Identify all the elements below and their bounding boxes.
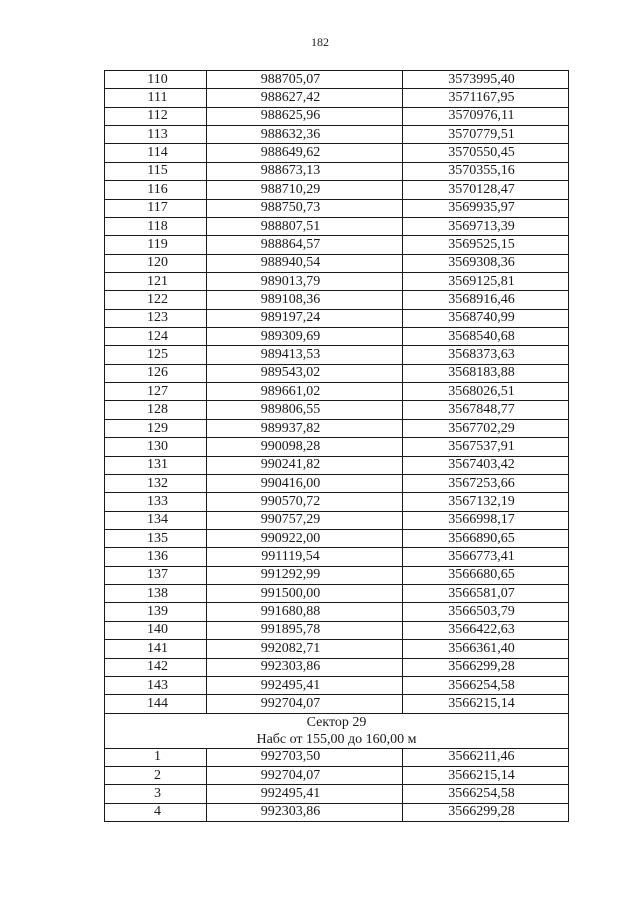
y-coordinate-cell: 3569125,81 bbox=[403, 272, 569, 290]
x-coordinate-cell: 988649,62 bbox=[207, 144, 403, 162]
y-coordinate-cell: 3568540,68 bbox=[403, 328, 569, 346]
sector-coordinates-body bbox=[105, 748, 569, 821]
y-coordinate-cell: 3570779,51 bbox=[403, 126, 569, 144]
table-row bbox=[105, 438, 569, 456]
y-coordinate-cell: 3566254,58 bbox=[403, 785, 569, 803]
x-coordinate-cell: 991500,00 bbox=[207, 585, 403, 603]
point-number-cell: 138 bbox=[105, 585, 207, 603]
y-coordinate-cell: 3567253,66 bbox=[403, 474, 569, 492]
table-row bbox=[105, 71, 569, 89]
table-row bbox=[105, 548, 569, 566]
table-row bbox=[105, 144, 569, 162]
y-coordinate-cell: 3567702,29 bbox=[403, 419, 569, 437]
x-coordinate-cell: 988750,73 bbox=[207, 199, 403, 217]
y-coordinate-cell: 3566422,63 bbox=[403, 621, 569, 639]
coordinates-table bbox=[104, 70, 569, 822]
point-number-cell: 126 bbox=[105, 364, 207, 382]
point-number-cell: 127 bbox=[105, 383, 207, 401]
point-number-cell: 136 bbox=[105, 548, 207, 566]
table-row bbox=[105, 803, 569, 821]
page-number: 182 bbox=[311, 35, 329, 49]
x-coordinate-cell: 988807,51 bbox=[207, 217, 403, 235]
table-row bbox=[105, 785, 569, 803]
y-coordinate-cell: 3567132,19 bbox=[403, 493, 569, 511]
point-number-cell: 123 bbox=[105, 309, 207, 327]
x-coordinate-cell: 988940,54 bbox=[207, 254, 403, 272]
point-number-cell: 144 bbox=[105, 695, 207, 713]
point-number-cell: 135 bbox=[105, 529, 207, 547]
y-coordinate-cell: 3569525,15 bbox=[403, 236, 569, 254]
table-row bbox=[105, 603, 569, 621]
table-row bbox=[105, 89, 569, 107]
table-row bbox=[105, 621, 569, 639]
point-number-cell: 120 bbox=[105, 254, 207, 272]
y-coordinate-cell: 3566361,40 bbox=[403, 640, 569, 658]
point-number-cell: 129 bbox=[105, 419, 207, 437]
x-coordinate-cell: 988673,13 bbox=[207, 162, 403, 180]
x-coordinate-cell: 992303,86 bbox=[207, 803, 403, 821]
x-coordinate-cell: 989661,02 bbox=[207, 383, 403, 401]
x-coordinate-cell: 988627,42 bbox=[207, 89, 403, 107]
point-number-cell: 130 bbox=[105, 438, 207, 456]
table-row bbox=[105, 695, 569, 713]
coordinates-table-body bbox=[105, 71, 569, 714]
table-row bbox=[105, 566, 569, 584]
table-row bbox=[105, 456, 569, 474]
point-number-cell: 119 bbox=[105, 236, 207, 254]
x-coordinate-cell: 989108,36 bbox=[207, 291, 403, 309]
point-number-cell: 121 bbox=[105, 272, 207, 290]
point-number-cell: 110 bbox=[105, 71, 207, 89]
point-number-cell: 4 bbox=[105, 803, 207, 821]
x-coordinate-cell: 992495,41 bbox=[207, 785, 403, 803]
x-coordinate-cell: 990922,00 bbox=[207, 529, 403, 547]
y-coordinate-cell: 3571167,95 bbox=[403, 89, 569, 107]
x-coordinate-cell: 991680,88 bbox=[207, 603, 403, 621]
point-number-cell: 140 bbox=[105, 621, 207, 639]
table-row bbox=[105, 309, 569, 327]
y-coordinate-cell: 3566299,28 bbox=[403, 658, 569, 676]
x-coordinate-cell: 989013,79 bbox=[207, 272, 403, 290]
point-number-cell: 131 bbox=[105, 456, 207, 474]
point-number-cell: 124 bbox=[105, 328, 207, 346]
y-coordinate-cell: 3569308,36 bbox=[403, 254, 569, 272]
table-row bbox=[105, 511, 569, 529]
point-number-cell: 142 bbox=[105, 658, 207, 676]
y-coordinate-cell: 3566215,14 bbox=[403, 766, 569, 784]
y-coordinate-cell: 3568026,51 bbox=[403, 383, 569, 401]
y-coordinate-cell: 3567403,42 bbox=[403, 456, 569, 474]
table-row bbox=[105, 529, 569, 547]
y-coordinate-cell: 3566890,65 bbox=[403, 529, 569, 547]
x-coordinate-cell: 990416,00 bbox=[207, 474, 403, 492]
x-coordinate-cell: 988632,36 bbox=[207, 126, 403, 144]
y-coordinate-cell: 3568740,99 bbox=[403, 309, 569, 327]
x-coordinate-cell: 992082,71 bbox=[207, 640, 403, 658]
x-coordinate-cell: 992703,50 bbox=[207, 748, 403, 766]
point-number-cell: 115 bbox=[105, 162, 207, 180]
y-coordinate-cell: 3567848,77 bbox=[403, 401, 569, 419]
x-coordinate-cell: 991292,99 bbox=[207, 566, 403, 584]
y-coordinate-cell: 3566299,28 bbox=[403, 803, 569, 821]
table-row bbox=[105, 676, 569, 694]
x-coordinate-cell: 989937,82 bbox=[207, 419, 403, 437]
y-coordinate-cell: 3566503,79 bbox=[403, 603, 569, 621]
x-coordinate-cell: 988710,29 bbox=[207, 181, 403, 199]
x-coordinate-cell: 989806,55 bbox=[207, 401, 403, 419]
y-coordinate-cell: 3570976,11 bbox=[403, 107, 569, 125]
y-coordinate-cell: 3568916,46 bbox=[403, 291, 569, 309]
x-coordinate-cell: 988864,57 bbox=[207, 236, 403, 254]
x-coordinate-cell: 989309,69 bbox=[207, 328, 403, 346]
table-row bbox=[105, 181, 569, 199]
x-coordinate-cell: 988625,96 bbox=[207, 107, 403, 125]
point-number-cell: 118 bbox=[105, 217, 207, 235]
table-row bbox=[105, 766, 569, 784]
y-coordinate-cell: 3573995,40 bbox=[403, 71, 569, 89]
point-number-cell: 2 bbox=[105, 766, 207, 784]
table-row bbox=[105, 658, 569, 676]
point-number-cell: 134 bbox=[105, 511, 207, 529]
y-coordinate-cell: 3568183,88 bbox=[403, 364, 569, 382]
table-row bbox=[105, 328, 569, 346]
sector-title: Сектор 29 bbox=[306, 714, 367, 730]
y-coordinate-cell: 3566215,14 bbox=[403, 695, 569, 713]
table-row bbox=[105, 126, 569, 144]
table-row bbox=[105, 419, 569, 437]
x-coordinate-cell: 989413,53 bbox=[207, 346, 403, 364]
y-coordinate-cell: 3567537,91 bbox=[403, 438, 569, 456]
y-coordinate-cell: 3570355,16 bbox=[403, 162, 569, 180]
table-row bbox=[105, 346, 569, 364]
y-coordinate-cell: 3566680,65 bbox=[403, 566, 569, 584]
x-coordinate-cell: 989197,24 bbox=[207, 309, 403, 327]
x-coordinate-cell: 990757,29 bbox=[207, 511, 403, 529]
point-number-cell: 139 bbox=[105, 603, 207, 621]
x-coordinate-cell: 991119,54 bbox=[207, 548, 403, 566]
point-number-cell: 143 bbox=[105, 676, 207, 694]
point-number-cell: 141 bbox=[105, 640, 207, 658]
y-coordinate-cell: 3566773,41 bbox=[403, 548, 569, 566]
table-row bbox=[105, 383, 569, 401]
point-number-cell: 132 bbox=[105, 474, 207, 492]
x-coordinate-cell: 992704,07 bbox=[207, 695, 403, 713]
x-coordinate-cell: 990241,82 bbox=[207, 456, 403, 474]
point-number-cell: 3 bbox=[105, 785, 207, 803]
table-row bbox=[105, 401, 569, 419]
point-number-cell: 125 bbox=[105, 346, 207, 364]
table-row bbox=[105, 748, 569, 766]
table-row bbox=[105, 272, 569, 290]
x-coordinate-cell: 988705,07 bbox=[207, 71, 403, 89]
table-row bbox=[105, 162, 569, 180]
y-coordinate-cell: 3570550,45 bbox=[403, 144, 569, 162]
table-row bbox=[105, 585, 569, 603]
point-number-cell: 122 bbox=[105, 291, 207, 309]
point-number-cell: 116 bbox=[105, 181, 207, 199]
y-coordinate-cell: 3566581,07 bbox=[403, 585, 569, 603]
y-coordinate-cell: 3569713,39 bbox=[403, 217, 569, 235]
table-row bbox=[105, 107, 569, 125]
x-coordinate-cell: 992303,86 bbox=[207, 658, 403, 676]
table-row bbox=[105, 236, 569, 254]
x-coordinate-cell: 990098,28 bbox=[207, 438, 403, 456]
sector-header-cell bbox=[105, 713, 569, 748]
y-coordinate-cell: 3566254,58 bbox=[403, 676, 569, 694]
table-row bbox=[105, 291, 569, 309]
sector-subtitle: Набс от 155,00 до 160,00 м bbox=[256, 731, 417, 747]
y-coordinate-cell: 3566998,17 bbox=[403, 511, 569, 529]
table-row bbox=[105, 254, 569, 272]
x-coordinate-cell: 991895,78 bbox=[207, 621, 403, 639]
point-number-cell: 128 bbox=[105, 401, 207, 419]
point-number-cell: 1 bbox=[105, 748, 207, 766]
y-coordinate-cell: 3570128,47 bbox=[403, 181, 569, 199]
point-number-cell: 114 bbox=[105, 144, 207, 162]
x-coordinate-cell: 992495,41 bbox=[207, 676, 403, 694]
point-number-cell: 117 bbox=[105, 199, 207, 217]
table-row bbox=[105, 364, 569, 382]
point-number-cell: 112 bbox=[105, 107, 207, 125]
table-row bbox=[105, 640, 569, 658]
point-number-cell: 113 bbox=[105, 126, 207, 144]
point-number-cell: 133 bbox=[105, 493, 207, 511]
y-coordinate-cell: 3569935,97 bbox=[403, 199, 569, 217]
table-row bbox=[105, 217, 569, 235]
x-coordinate-cell: 992704,07 bbox=[207, 766, 403, 784]
table-row bbox=[105, 493, 569, 511]
y-coordinate-cell: 3568373,63 bbox=[403, 346, 569, 364]
point-number-cell: 111 bbox=[105, 89, 207, 107]
point-number-cell: 137 bbox=[105, 566, 207, 584]
table-row bbox=[105, 199, 569, 217]
x-coordinate-cell: 990570,72 bbox=[207, 493, 403, 511]
x-coordinate-cell: 989543,02 bbox=[207, 364, 403, 382]
sector-header-row bbox=[105, 713, 569, 748]
y-coordinate-cell: 3566211,46 bbox=[403, 748, 569, 766]
table-row bbox=[105, 474, 569, 492]
